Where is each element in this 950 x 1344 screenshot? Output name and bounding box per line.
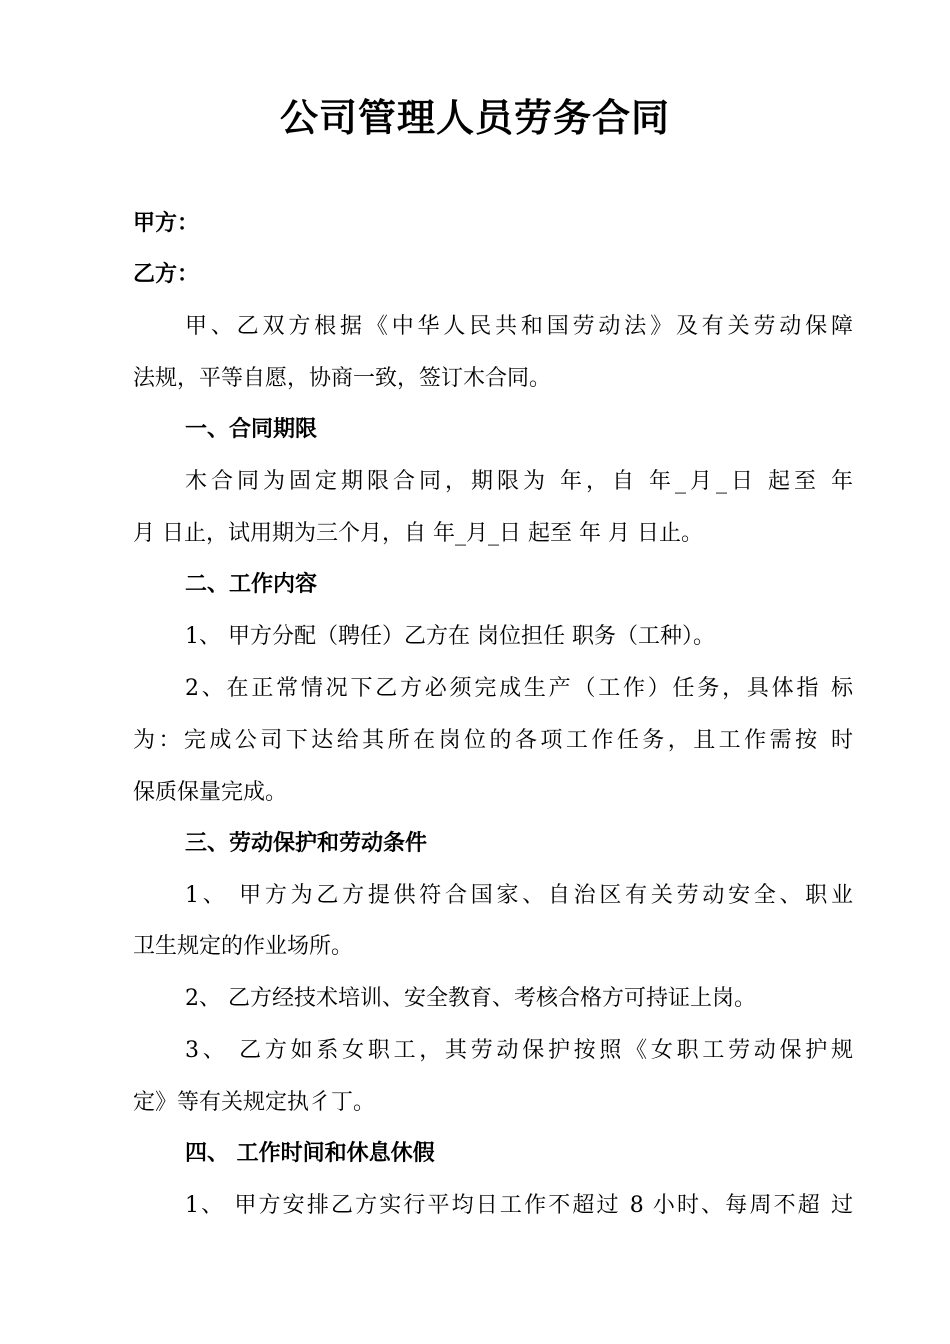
work-line-4: 保质保量完成。: [133, 780, 288, 805]
term-line-1: 木合同为固定期限合同，期限为 年，自 年_月_日 起至 年: [185, 469, 853, 494]
section-heading-work: 二、工作内容: [185, 572, 318, 597]
work-line-1: 1、 甲方分配（聘任）乙方在 岗位担任 职务（工种）。: [185, 624, 715, 649]
preamble-line-2: 法规，平等自愿，协商一致，签订木合同。: [133, 366, 552, 391]
work-line-3: 为：完成公司下达给其所在岗位的各项工作任务，且工作需按 时: [133, 728, 853, 753]
protection-line-5: 定》等有关规定执彳丁。: [133, 1090, 376, 1115]
protection-line-2: 卫生规定的作业场所。: [133, 934, 354, 959]
section-heading-hours: 四、 工作时间和休息休假: [185, 1141, 435, 1166]
protection-line-3: 2、 乙方经技术培训、安全教育、考核合格方可持证上岗。: [185, 986, 756, 1011]
preamble-line-1: 甲、乙双方根据《中华人民共和国劳动法》及有关劳动保障: [185, 314, 853, 339]
protection-line-1: 1、 甲方为乙方提供符合国家、自治区有关劳动安全、职业: [185, 883, 853, 908]
section-heading-term: 一、合同期限: [185, 417, 318, 442]
party-b-label: 乙方：: [133, 262, 200, 287]
section-heading-protection: 三、劳动保护和劳动条件: [185, 831, 428, 856]
term-line-2: 月 日止，试用期为三个月，自 年_月_日 起至 年 月 日止。: [133, 521, 703, 546]
party-a-label: 甲方：: [133, 211, 200, 236]
work-line-2: 2、在正常情况下乙方必须完成生产（工作）任务，具体指 标: [185, 676, 853, 701]
document-title: 公司管理人员劳务合同: [279, 96, 670, 140]
hours-line-1: 1、 甲方安排乙方实行平均日工作不超过 8 小时、每周不超 过: [185, 1193, 853, 1218]
protection-line-4: 3、 乙方如系女职工，其劳动保护按照《女职工劳动保护规: [185, 1038, 853, 1063]
